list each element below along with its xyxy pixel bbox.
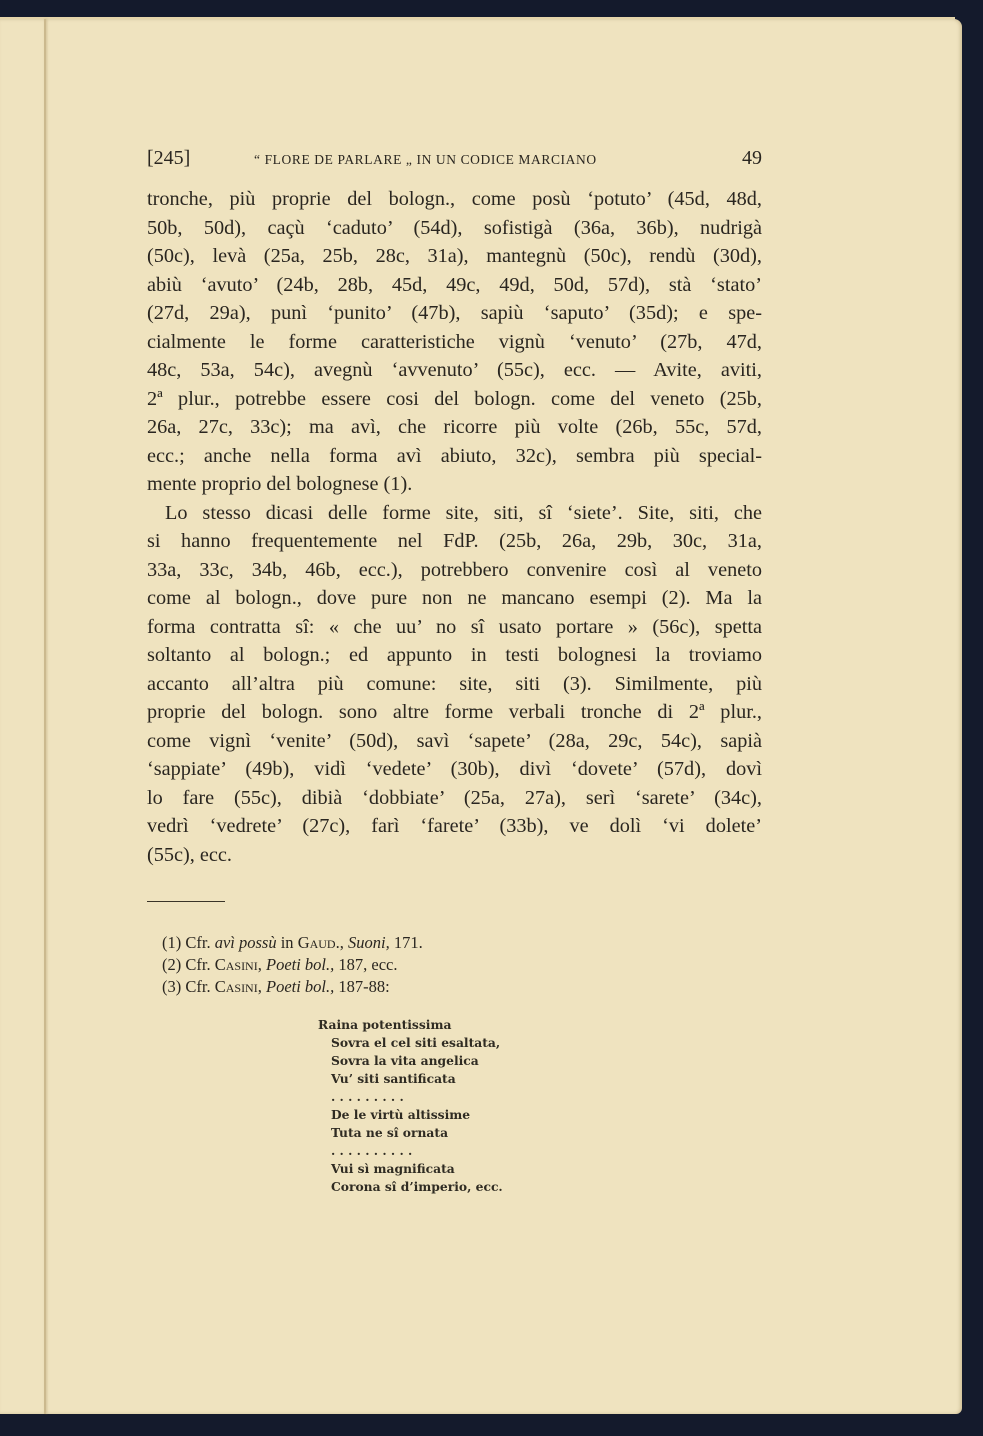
running-title: “ FLORE DE PARLARE „ IN UN CODICE MARCIANO bbox=[254, 152, 597, 167]
poem-verse: Raina potentissima bbox=[318, 1017, 452, 1032]
poem-verse: Sovra la vita angelica bbox=[331, 1053, 479, 1068]
poem-ellipsis: . . . . . . . . . bbox=[331, 1089, 404, 1104]
text-line: tronche, più proprie del bologn., come posù ‘potuto’ (45d, 48d, bbox=[147, 188, 762, 210]
text-line: come al bologn., dove pure non ne mancano esempi (2). Ma la bbox=[147, 587, 762, 609]
text-line: cialmente le forme caratteristiche vignù ‘venuto’ (27b, 47d, bbox=[147, 330, 762, 353]
footnote-work: Poeti bol., bbox=[265, 977, 335, 996]
text-line: lo fare (55c), dibià ‘dobbiate’ (25a, 27a), serì ‘sarete’ (34c), bbox=[147, 786, 762, 809]
text-line: 48c, 53a, 54c), avegnù ‘avvenuto’ (55c), ecc. — Avite, aviti, bbox=[147, 359, 762, 381]
footnote-marker: (1) bbox=[162, 933, 182, 952]
footnote-3 bbox=[162, 976, 423, 998]
text-line: forma contratta sî: « che uu’ no sî usato portare » (56c), spetta bbox=[147, 615, 762, 638]
text-line: 50b, 50d), caçù ‘caduto’ (54d), sofistigà (36a, 36b), nudrigà bbox=[147, 216, 762, 239]
text-line: proprie del bologn. sono altre forme verbali tronche di 2ª plur., bbox=[147, 701, 762, 723]
footnote-separator bbox=[147, 901, 225, 902]
footnote-italic: avì possù bbox=[214, 933, 277, 952]
footnotes bbox=[162, 932, 423, 998]
text-line: si hanno frequentemente nel FdP. (25b, 26a, 29b, 30c, 31a, bbox=[147, 530, 762, 552]
footnote-author: Casini, bbox=[214, 955, 262, 974]
text-line: (55c), ecc. bbox=[147, 843, 233, 866]
text-line: accanto all’altra più comune: site, siti (3). Similmente, più bbox=[147, 672, 762, 695]
text-line: (27d, 29a), punì ‘punito’ (47b), sapiù ‘saputo’ (35d); e spe- bbox=[147, 302, 762, 324]
footnote-work: Poeti bol., bbox=[265, 955, 335, 974]
poem-verse: Corona sî d’imperio, ecc. bbox=[331, 1179, 503, 1194]
poem-verse: Tuta ne sî ornata bbox=[331, 1125, 449, 1140]
page-gutter-fold bbox=[44, 19, 46, 1414]
text-line: 33a, 33c, 34b, 46b, ecc.), potrebbero convenire così al veneto bbox=[147, 558, 762, 581]
text-line: 26a, 27c, 33c); ma avì, che ricorre più volte (26b, 55c, 57d, bbox=[147, 416, 762, 438]
text-line: mente proprio del bolognese (1). bbox=[147, 473, 413, 495]
quoted-poem bbox=[318, 1016, 503, 1196]
text-line: 2ª plur., potrebbe essere cosi del bologn. come del veneto (25b, bbox=[147, 387, 762, 410]
text-line: come vignì ‘venite’ (50d), savì ‘sapete’ (28a, 29c, 54c), sapià bbox=[147, 729, 762, 752]
main-text bbox=[147, 185, 762, 869]
footnote-text: in bbox=[280, 933, 294, 952]
poem-ellipsis: . . . . . . . . . . bbox=[331, 1143, 413, 1158]
footnote-ref: 187, ecc. bbox=[338, 955, 398, 974]
footnote-cfr: Cfr. bbox=[185, 977, 211, 996]
footnote-ref: 171. bbox=[393, 933, 423, 952]
footnote-marker: (3) bbox=[162, 977, 182, 996]
footnote-cfr: Cfr. bbox=[185, 933, 211, 952]
footnote-2 bbox=[162, 954, 423, 976]
text-line: ‘sappiate’ (49b), vidì ‘vedete’ (30b), divì ‘dovete’ (57d), dovì bbox=[147, 758, 762, 780]
poem-verse: De le virtù altissime bbox=[331, 1107, 471, 1122]
footnote-1 bbox=[162, 932, 423, 954]
footnote-work: Suoni, bbox=[347, 933, 390, 952]
text-line: soltanto al bologn.; ed appunto in testi bolognesi la troviamo bbox=[147, 644, 762, 666]
text-line: Lo stesso dicasi delle forme site, siti, sî ‘siete’. Site, siti, che bbox=[165, 501, 762, 524]
section-number: [245] bbox=[147, 147, 191, 169]
footnote-cfr: Cfr. bbox=[185, 955, 211, 974]
poem-verse: Sovra el cel siti esaltata, bbox=[331, 1035, 501, 1050]
text-line: vedrì ‘vedrete’ (27c), farì ‘farete’ (33b), ve dolì ‘vi dolete’ bbox=[147, 815, 762, 837]
page-number: 49 bbox=[742, 147, 762, 169]
footnote-marker: (2) bbox=[162, 955, 182, 974]
text-line: ecc.; anche nella forma avì abiuto, 32c), sembra più special- bbox=[147, 444, 762, 467]
footnote-ref: 187-88: bbox=[338, 977, 390, 996]
poem-verse: Vu’ siti santificata bbox=[331, 1071, 456, 1086]
footnote-author: Gaud., bbox=[297, 933, 344, 952]
text-line: (50c), levà (25a, 25b, 28c, 31a), mantegnù (50c), rendù (30d), bbox=[147, 245, 762, 267]
poem-verse: Vui sì magnificata bbox=[331, 1161, 455, 1176]
footnote-author: Casini, bbox=[214, 977, 262, 996]
text-line: abiù ‘avuto’ (24b, 28b, 45d, 49c, 49d, 50d, 57d), stà ‘stato’ bbox=[147, 273, 762, 296]
running-header bbox=[147, 145, 762, 175]
